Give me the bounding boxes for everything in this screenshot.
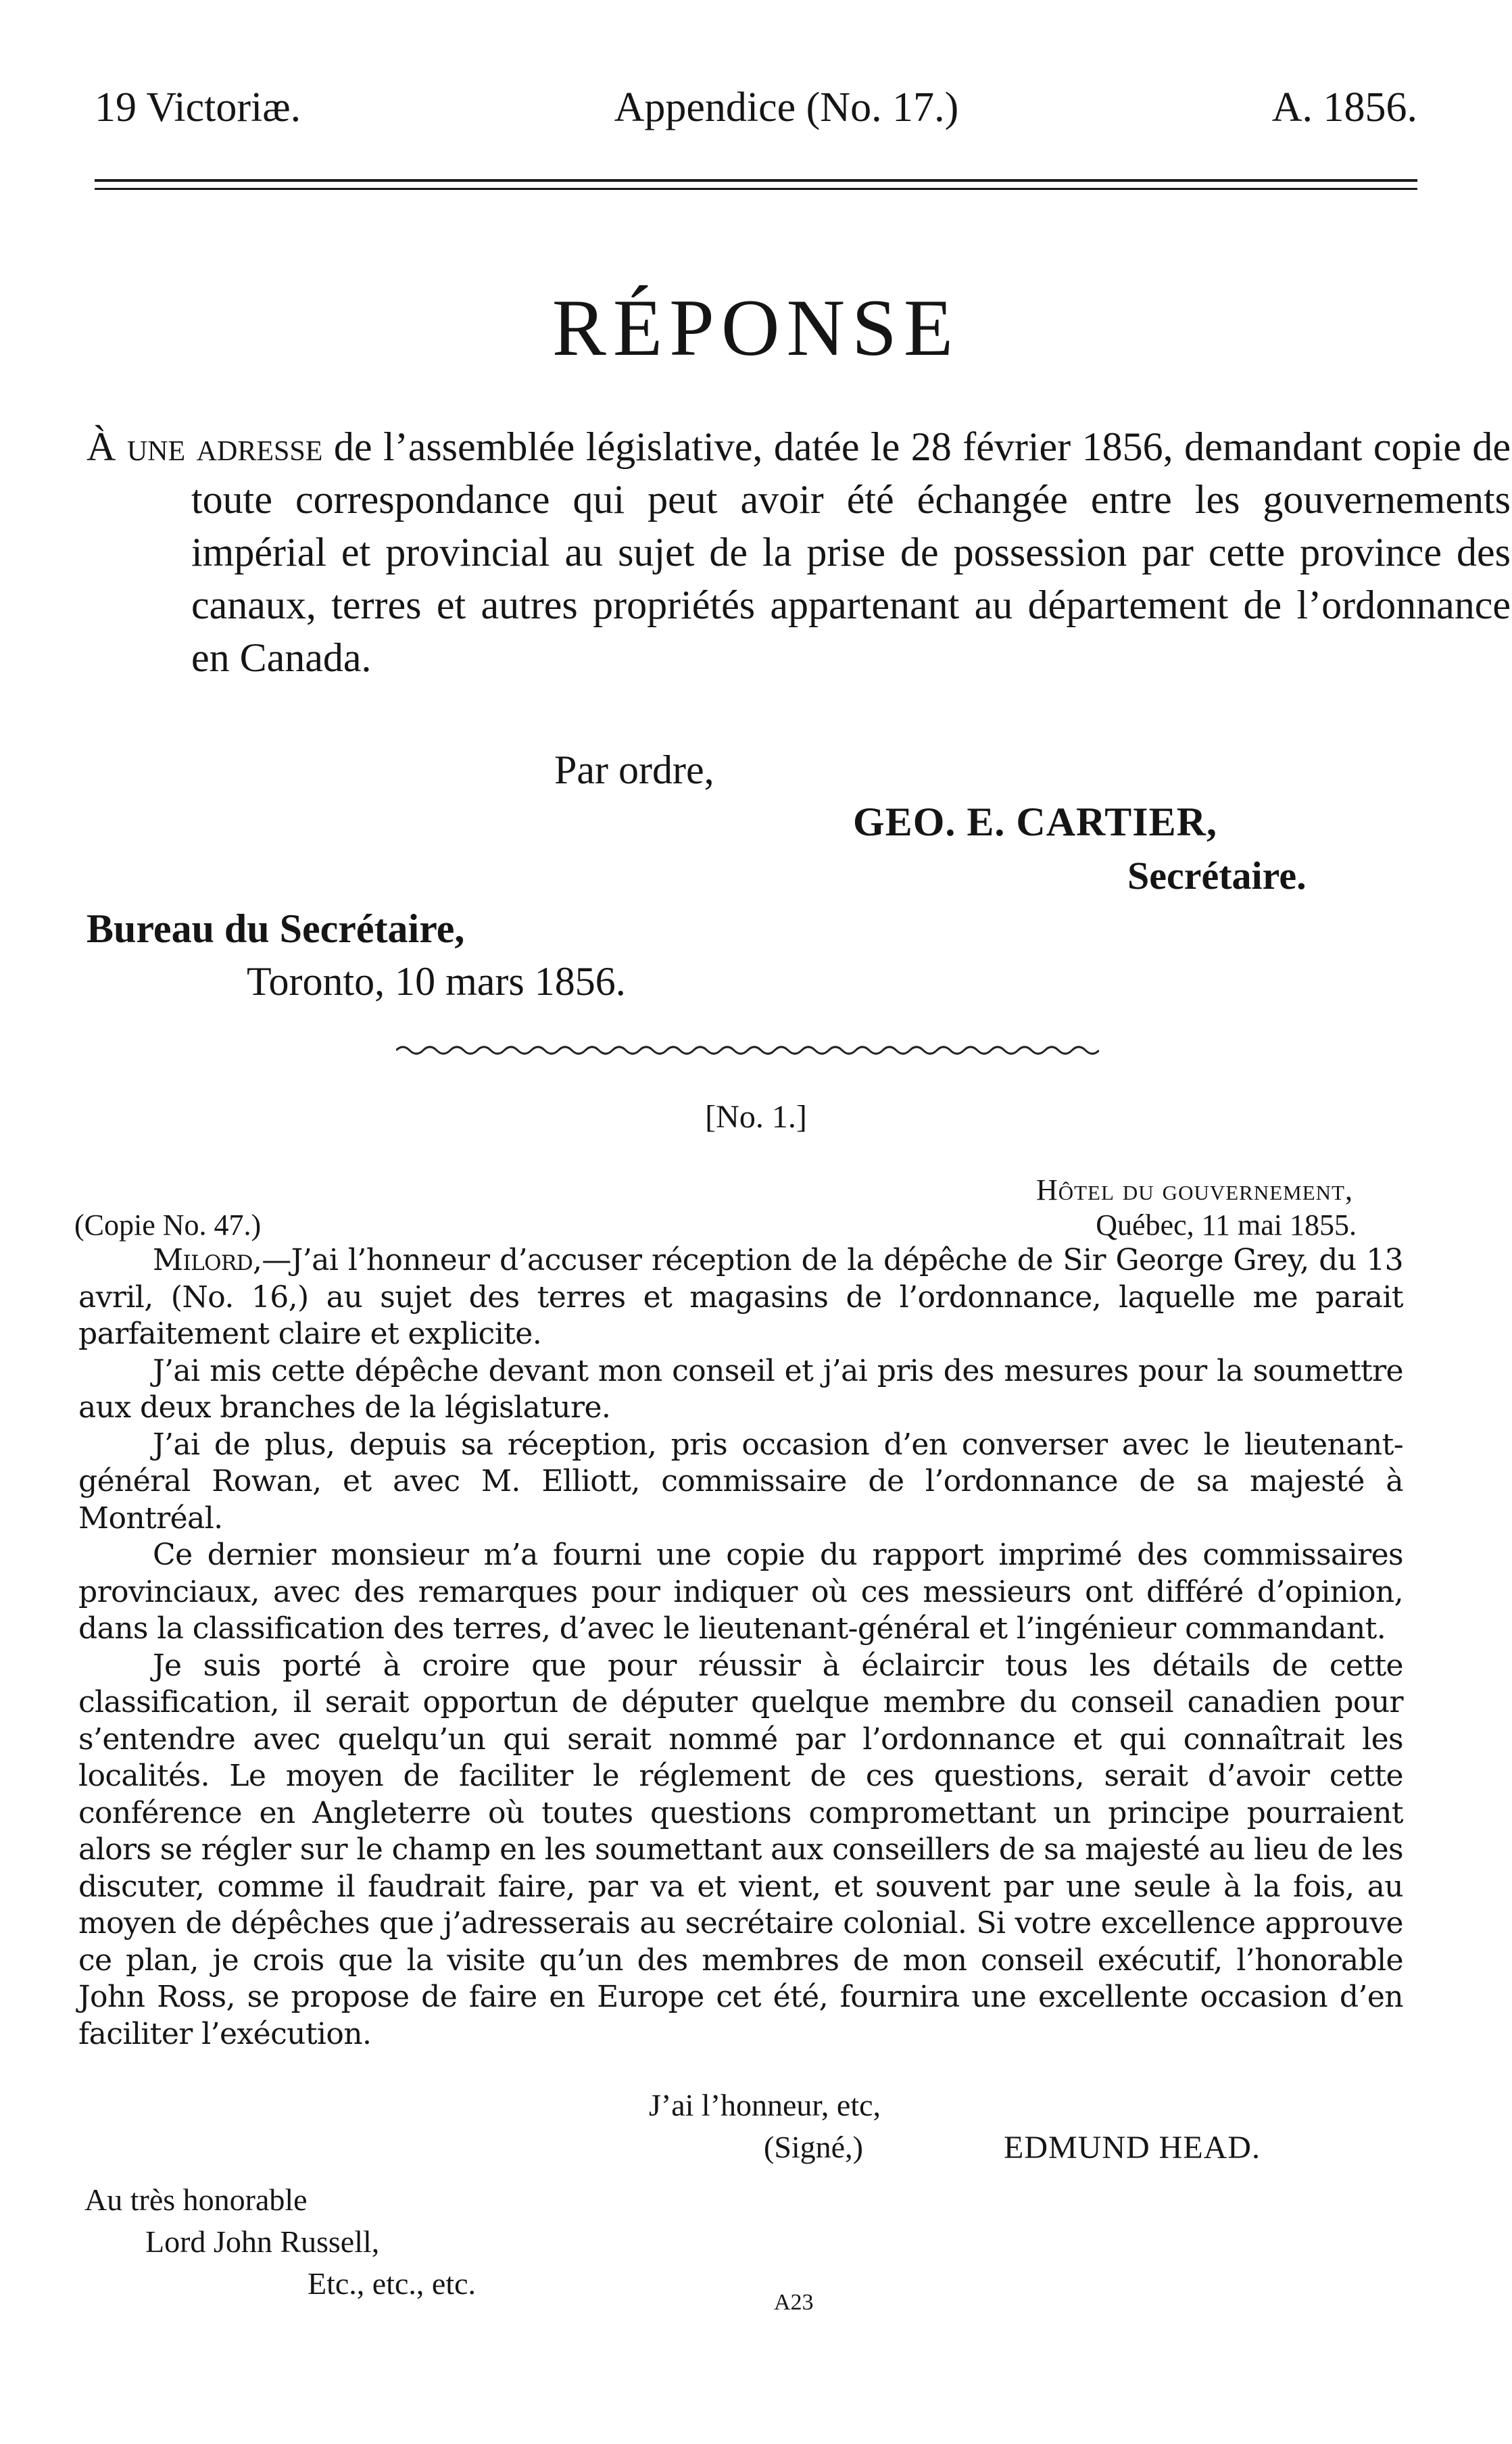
signatory-cartier: GEO. E. CARTIER, xyxy=(853,800,1217,844)
salutation: Milord, xyxy=(153,1243,262,1277)
paragraph-text: —J’ai l’honneur d’accuser réception de la dépêche de Sir George Grey, du 13 avril, (No. 16,) au sujet des terres et magasins de l’ordonnance, laquelle me parait parfaitement claire et explicite. xyxy=(78,1243,1403,1351)
recipient-line: Au très honorable xyxy=(84,2182,308,2217)
session-label: 19 Victoriæ. xyxy=(95,84,301,130)
page-title: RÉPONSE xyxy=(552,283,960,372)
letter-paragraph: J’ai mis cette dépêche devant mon conseil et j’ai pris des mesures pour la soumettre aux deux branches de la législature. xyxy=(78,1353,1403,1425)
letter-paragraph: J’ai de plus, depuis sa réception, pris occasion d’en converser avec le lieutenant-général Rowan, et avec M. Elliott, commissaire de l’ordonnance de sa majesté à Montréal. xyxy=(78,1427,1403,1536)
office-place-date: Toronto, 10 mars 1856. xyxy=(247,959,626,1004)
wavy-separator-line xyxy=(396,1047,1099,1054)
signed-label: (Signé,) xyxy=(764,2130,863,2164)
header-rule-second xyxy=(95,188,1417,190)
letter-paragraph: Je suis porté à croire que pour réussir à éclaircir tous les détails de cette classification, il serait opportun de députer quelque membre du conseil canadien pour s’entendre avec quelqu’un qui serait nommé par l’ordonnance et qui connaîtrait les localités. Le moyen de faciliter le réglement de ces questions, serait d’avoir cette conférence en Angleterre où toutes questions compromettant un principe pourraient alors se régler sur le champ en les soumettant aux conseillers de sa majesté au lieu de les discuter, comme il faudrait faire, par va et vient, et souvent par une seule à la fois, au moyen de dépêches que j’adresserais au secrétaire colonial. Si votre excellence approuve ce plan, je crois que la visite qu’un des membres de mon conseil exécutif, l’honorable John Ross, se propose de faire en Europe cet été, fournira une excellente occasion d’en faciliter l’exécution. xyxy=(78,1648,1403,2051)
copy-reference: (Copie No. 47.) xyxy=(74,1208,262,1242)
appendix-label: Appendice (No. 17.) xyxy=(614,84,959,130)
document-number: [No. 1.] xyxy=(705,1099,807,1135)
address-lead: À une adresse xyxy=(87,424,323,469)
year-label: A. 1856. xyxy=(1271,84,1417,130)
address-paragraph xyxy=(87,420,1511,684)
header-rule xyxy=(95,179,1417,182)
letter-paragraph xyxy=(78,1242,1403,1353)
letter-paragraph: Ce dernier monsieur m’a fourni une copie du rapport imprimé des commissaires provinciaux, avec des remarques pour indiquer où ces messieurs ont différé d’opinion, dans la classification des terres, d’avec le lieutenant-général et l’ingénieur commandant. xyxy=(78,1538,1403,1646)
par-ordre: Par ordre, xyxy=(554,748,714,792)
address-text: de l’assemblée législative, datée le 28 février 1856, demandant copie de toute correspondance qui peut avoir été échangée entre les gouvernements impérial et provincial au sujet de la prise de possession par cette province des canaux, terres et autres propriétés appartenant au département de l’ordonnance en Canada. xyxy=(191,424,1511,680)
signatory-head: EDMUND HEAD. xyxy=(1004,2130,1261,2166)
wavy-separator xyxy=(396,1042,1099,1058)
recipient-line: Etc., etc., etc. xyxy=(308,2266,477,2301)
signatory-role: Secrétaire. xyxy=(1127,854,1307,898)
letter-body xyxy=(78,1242,1403,2053)
running-header xyxy=(95,84,1417,130)
office-name: Bureau du Secrétaire, xyxy=(87,906,465,951)
folio-mark: A23 xyxy=(774,2290,814,2315)
letter-place: Hôtel du gouvernement, xyxy=(1035,1173,1353,1206)
letter-date: Québec, 11 mai 1855. xyxy=(1096,1208,1357,1242)
letter-closing: J’ai l’honneur, etc, xyxy=(649,2088,881,2122)
recipient-line: Lord John Russell, xyxy=(145,2224,380,2259)
